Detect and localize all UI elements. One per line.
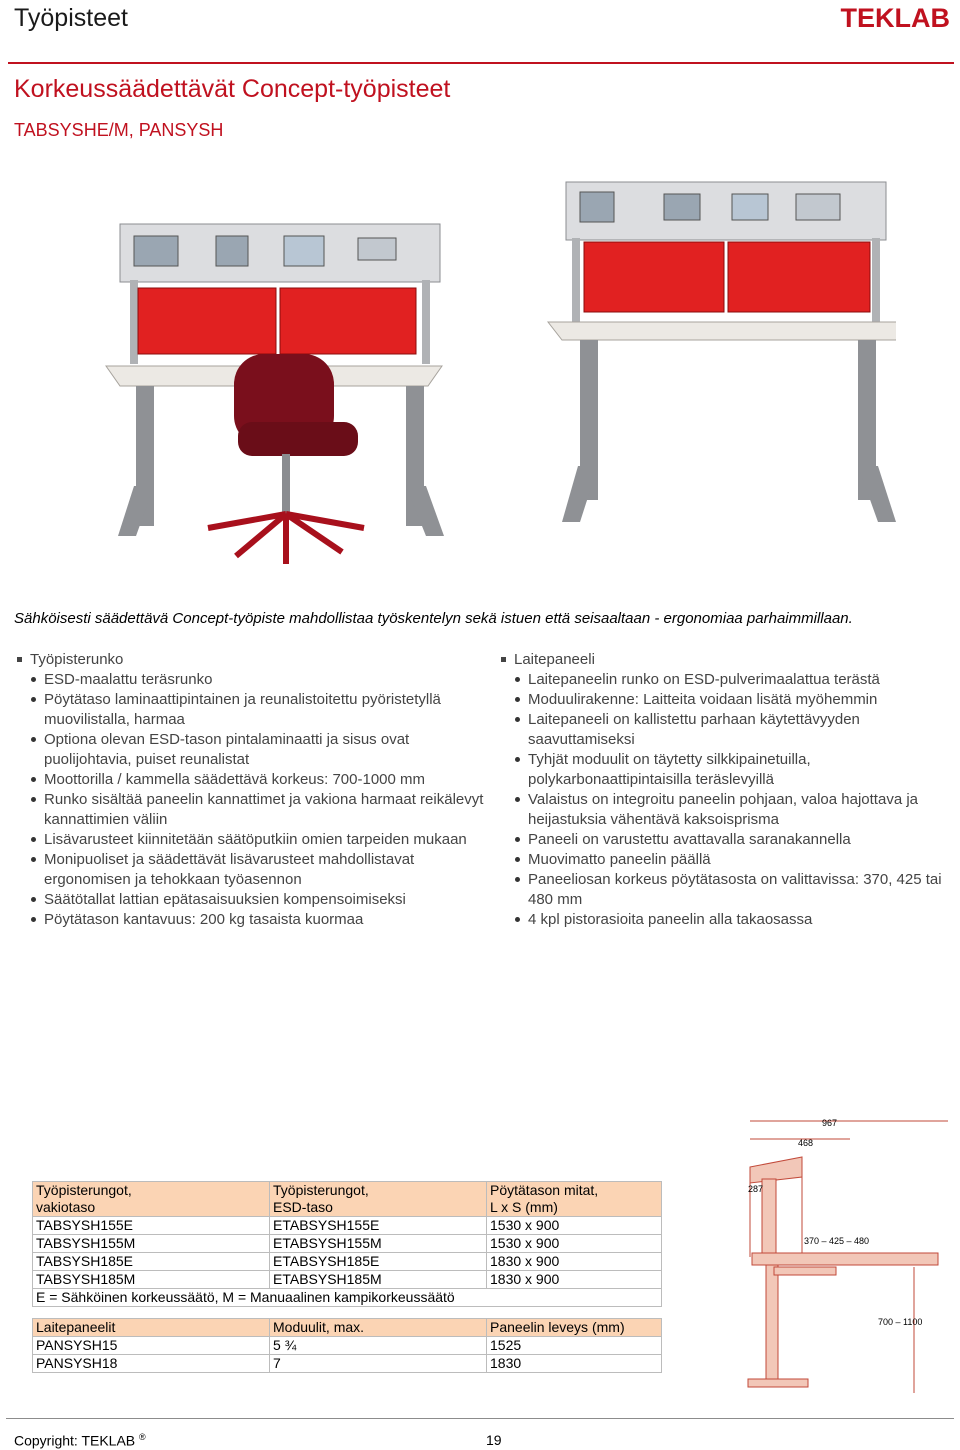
- list-item: ESD-maalattu teräsrunko: [16, 670, 486, 690]
- workstation-photo: [96, 176, 896, 576]
- table-header-cell: Työpisterungot, vakiotaso: [33, 1182, 270, 1217]
- table-cell: 1530 x 900: [487, 1235, 662, 1253]
- table-header-cell: Työpisterungot, ESD-taso: [270, 1182, 487, 1217]
- page-number: 19: [486, 1432, 502, 1448]
- panel-features-list: [500, 670, 956, 930]
- table-cell: TABSYSH185M: [33, 1271, 270, 1289]
- table-cell: TABSYSH185E: [33, 1253, 270, 1271]
- table-header-cell: Laitepaneelit: [33, 1319, 270, 1337]
- list-item: Pöytätaso laminaattipintainen ja reunalistoitettu pyöristetyllä muovilistalla, harmaa: [16, 690, 486, 730]
- list-item: Muovimatto paneelin päällä: [500, 850, 956, 870]
- frame-features-list: [16, 670, 486, 930]
- table-cell: ETABSYSH155M: [270, 1235, 487, 1253]
- list-item: Monipuoliset ja säädettävät lisävarusteet mahdollistavat ergonomisen ja tehokkaan työasennon: [16, 850, 486, 890]
- table-header-cell: Moduulit, max.: [270, 1319, 487, 1337]
- table-cell: 5 ¾: [270, 1337, 487, 1355]
- table-cell: 1830: [487, 1355, 662, 1373]
- list-item: Paneeliosan korkeus pöytätasosta on valittavissa: 370, 425 tai 480 mm: [500, 870, 956, 910]
- table-cell: TABSYSH155E: [33, 1217, 270, 1235]
- dim-panel-rise: 370 – 425 – 480: [804, 1236, 870, 1246]
- list-item: Laitepaneeli on kallistettu parhaan käytettävyyden saavuttamiseksi: [500, 710, 956, 750]
- page-title: Korkeussäädettävät Concept-työpisteet: [14, 75, 451, 103]
- logo-text: TEKLAB: [840, 3, 950, 32]
- table-cell: TABSYSH155M: [33, 1235, 270, 1253]
- list-item: Moottorilla / kammella säädettävä korkeus: 700-1000 mm: [16, 770, 486, 790]
- list-item: Runko sisältää paneelin kannattimet ja vakiona harmaat reikälevyt kannattimien väliin: [16, 790, 486, 830]
- dim-desk-height: 700 – 1100: [878, 1317, 923, 1327]
- table-cell: 1525: [487, 1337, 662, 1355]
- registered-mark: ®: [139, 1432, 146, 1442]
- frame-features-heading: Työpisterunko: [16, 650, 486, 670]
- table-header-cell: Paneelin leveys (mm): [487, 1319, 662, 1337]
- table-header-row: [33, 1319, 662, 1337]
- table-cell: ETABSYSH185E: [270, 1253, 487, 1271]
- list-item: Laitepaneelin runko on ESD-pulverimaalattua terästä: [500, 670, 956, 690]
- header-divider: [8, 62, 954, 64]
- copyright-text: Copyright: TEKLAB ®: [14, 1432, 146, 1449]
- dim-total-width: 967: [822, 1118, 838, 1128]
- table-cell: 1830 x 900: [487, 1271, 662, 1289]
- frames-table: [32, 1181, 662, 1307]
- table-cell: PANSYSH18: [33, 1355, 270, 1373]
- panel-features-heading: Laitepaneeli: [500, 650, 956, 670]
- photo-caption: Sähköisesti säädettävä Concept-työpiste mahdollistaa työskentelyn sekä istuen että seisaaltaan - ergonomiaa parhaimmillaan.: [14, 610, 853, 627]
- table-row: [33, 1355, 662, 1373]
- list-item: Paneeli on varustettu avattavalla saranakannella: [500, 830, 956, 850]
- panels-table: [32, 1318, 662, 1373]
- dimension-drawing: [738, 1117, 950, 1399]
- table-cell: 1830 x 900: [487, 1253, 662, 1271]
- table-note: E = Sähköinen korkeussäätö, M = Manuaalinen kampikorkeussäätö: [33, 1289, 662, 1307]
- dim-panel-width: 468: [798, 1138, 814, 1148]
- list-item: Moduulirakenne: Laitteita voidaan lisätä myöhemmin: [500, 690, 956, 710]
- list-item: Pöytätason kantavuus: 200 kg tasaista kuormaa: [16, 910, 486, 930]
- list-item: Lisävarusteet kiinnitetään säätöputkiin omien tarpeiden mukaan: [16, 830, 486, 850]
- table-row: [33, 1235, 662, 1253]
- header-title: Työpisteet: [14, 4, 128, 32]
- frame-features-section: [16, 650, 486, 930]
- table-header-row: [33, 1182, 662, 1217]
- table-cell: 7: [270, 1355, 487, 1373]
- list-item: 4 kpl pistorasioita paneelin alla takaosassa: [500, 910, 956, 930]
- list-item: Säätötallat lattian epätasaisuuksien kompensoimiseksi: [16, 890, 486, 910]
- table-cell: 1530 x 900: [487, 1217, 662, 1235]
- dim-panel-height: 287: [748, 1184, 764, 1194]
- page-subtitle: TABSYSHE/M, PANSYSH: [14, 120, 224, 140]
- table-header-cell: Pöytätason mitat, L x S (mm): [487, 1182, 662, 1217]
- table-row: [33, 1253, 662, 1271]
- table-cell: ETABSYSH185M: [270, 1271, 487, 1289]
- list-item: Tyhjät moduulit on täytetty silkkipainetuilla, polykarbonaattipintaisilla teräslevyillä: [500, 750, 956, 790]
- table-cell: ETABSYSH155E: [270, 1217, 487, 1235]
- teklab-logo: [826, 2, 952, 32]
- list-item: Valaistus on integroitu paneelin pohjaan, valoa hajottava ja heijastuksia vähentävä kaksoisprisma: [500, 790, 956, 830]
- table-row: [33, 1271, 662, 1289]
- table-row: [33, 1337, 662, 1355]
- workstation-right-illustration: [548, 182, 896, 522]
- panel-features-section: [500, 650, 956, 930]
- table-cell: PANSYSH15: [33, 1337, 270, 1355]
- table-note-row: [33, 1289, 662, 1307]
- table-row: [33, 1217, 662, 1235]
- footer-divider: [6, 1418, 954, 1419]
- list-item: Optiona olevan ESD-tason pintalaminaatti ja sisus ovat puolijohtavia, puiset reunalistat: [16, 730, 486, 770]
